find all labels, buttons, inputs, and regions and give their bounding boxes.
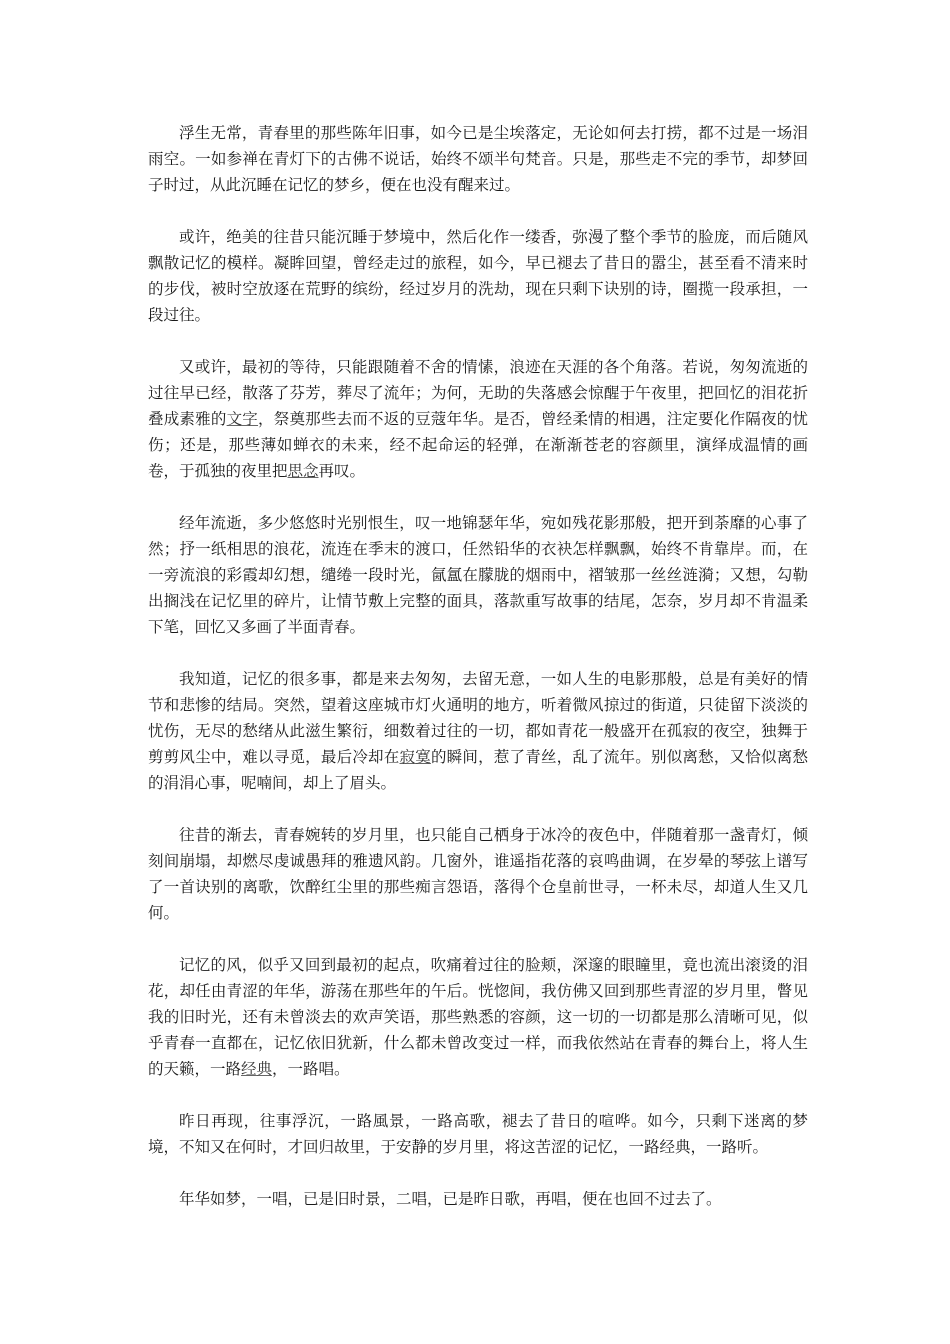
paragraph-5 bbox=[148, 666, 808, 796]
paragraph-text: 昨日再现，往事浮沉，一路風景，一路高歌，褪去了昔日的喧哗。如今，只剩下迷离的梦境，不知又在何时，才回归故里，于安静的岁月里，将这苦涩的记忆，一路经典，一路听。 bbox=[148, 1112, 808, 1156]
paragraph-text: 经年流逝，多少悠悠时光别恨生，叹一地锦瑟年华，宛如残花影那般，把开到荼靡的心事了然；抒一纸相思的浪花，流连在季末的渡口，任然铅华的衣袂怎样飘飘，始终不肯靠岸。而，在一旁流浪的彩霞却幻想，缱绻一段时光，氤氲在朦胧的烟雨中，褶皱那一丝丝涟漪；又想，勾勒出搁浅在记忆里的碎片，让情节敷上完整的面具，落款重写故事的结尾，怎奈，岁月却不肯温柔下笔，回忆又多画了半面青春。 bbox=[148, 514, 808, 636]
paragraph-text: 或许，绝美的往昔只能沉睡于梦境中，然后化作一缕香，弥漫了整个季节的脸庞，而后随风飘散记忆的模样。凝眸回望，曾经走过的旅程，如今，早已褪去了昔日的嚣尘，甚至看不清来时的步伐，被时空放逐在荒野的缤纷，经过岁月的洗劫，现在只剩下诀别的诗，圈揽一段承担，一段过往。 bbox=[148, 228, 808, 324]
paragraph-text: 又或许，最初的等待，只能跟随着不舍的情愫，浪迹在天涯的各个角落。若说，匆匆流逝的过往早已经，散落了芬芳，葬尽了流年；为何，无助的失落感会惊醒于午夜里，把回忆的泪花折叠成素雅的 bbox=[148, 358, 808, 428]
paragraph-7 bbox=[148, 952, 808, 1082]
paragraph-text: ，一路唱。 bbox=[272, 1060, 350, 1078]
link-jimo[interactable]: 寂寞 bbox=[399, 748, 431, 766]
paragraph-9 bbox=[148, 1186, 808, 1212]
paragraph-6 bbox=[148, 822, 808, 926]
paragraph-text: 往昔的渐去，青春婉转的岁月里，也只能自己栖身于冰冷的夜色中，伴随着那一盏青灯，倾刻间崩塌，却燃尽虔诚愚拜的雅遗风韵。几窗外，谁遥指花落的哀鸣曲调，在岁晕的琴弦上谱写了一首诀别的离歌，饮醉红尘里的那些痴言怨语，落得个仓皇前世寻，一杯未尽，却道人生又几何。 bbox=[148, 826, 808, 922]
paragraph-4 bbox=[148, 510, 808, 640]
paragraph-text: 再叹。 bbox=[318, 462, 366, 480]
paragraph-text: 我知道，记忆的很多事，都是来去匆匆，去留无意，一如人生的电影那般，总是有美好的情节和悲惨的结局。突然，望着这座城市灯火通明的地方，听着微风掠过的街道，只徒留下淡淡的忧伤，无尽的愁绪从此滋生繁衍，细数着过往的一切，都如青花一般盛开在孤寂的夜空，独舞于剪剪风尘中，难以寻觅，最后冷却在 bbox=[148, 670, 808, 766]
paragraph-text: 浮生无常，青春里的那些陈年旧事，如今已是尘埃落定，无论如何去打捞，都不过是一场泪雨空。一如参禅在青灯下的古佛不说话，始终不颂半句梵音。只是，那些走不完的季节，却梦回子时过，从此沉睡在记忆的梦乡，便在也没有醒来过。 bbox=[148, 124, 808, 194]
paragraph-3 bbox=[148, 354, 808, 484]
paragraph-2 bbox=[148, 224, 808, 328]
link-jingdian[interactable]: 经典 bbox=[241, 1060, 273, 1078]
article-body bbox=[148, 120, 808, 1212]
paragraph-8 bbox=[148, 1108, 808, 1160]
link-wenzi[interactable]: 文字 bbox=[226, 410, 259, 428]
link-sinian[interactable]: 思念 bbox=[287, 462, 319, 480]
paragraph-text: ，祭奠那些去而不返的豆蔻年华。是否，曾经柔情的相遇，注定要化作隔夜的忧伤；还是，那些薄如蝉衣的未来，经不起命运的轻弹，在渐渐苍老的容颜里，演绎成温情的画卷，于孤独的夜里把 bbox=[148, 410, 808, 480]
paragraph-text: 年华如梦，一唱，已是旧时景，二唱，已是昨日歌，再唱，便在也回不过去了。 bbox=[179, 1190, 722, 1208]
paragraph-text: 记忆的风，似乎又回到最初的起点，吹痛着过往的脸颊，深邃的眼瞳里，竟也流出滚烫的泪花，却任由青涩的年华，游荡在那些年的午后。恍惚间，我仿佛又回到那些青涩的岁月里，瞥见我的旧时光，还有未曾淡去的欢声笑语，那些熟悉的容颜，这一切的一切都是那么清晰可见，似乎青春一直都在，记忆依旧犹新，什么都未曾改变过一样，而我依然站在青春的舞台上，将人生的天籁，一路 bbox=[148, 956, 808, 1078]
paragraph-1 bbox=[148, 120, 808, 198]
paragraph-text: 的瞬间，惹了青丝，乱了流年。别似离愁，又恰似离愁的涓涓心事，呢喃间，却上了眉头。 bbox=[148, 748, 808, 792]
